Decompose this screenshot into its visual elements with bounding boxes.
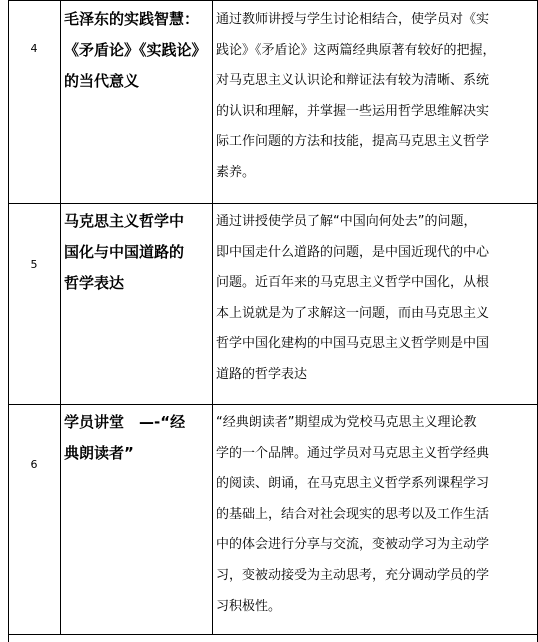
description-line: 的阅读、朗诵，在马克思主义哲学系列课程学习 bbox=[216, 476, 490, 492]
title-line: 的当代意义 bbox=[64, 72, 140, 90]
row-border bbox=[8, 634, 538, 635]
column-border bbox=[60, 0, 61, 634]
title-line: 典朗读者” bbox=[64, 444, 134, 462]
course-title bbox=[64, 407, 210, 469]
description-line: 习，变被动接受为主动思考，充分调动学员的学 bbox=[216, 567, 490, 583]
description-line: 哲学中国化建构的中国马克思主义哲学则是中国 bbox=[216, 336, 490, 352]
course-title bbox=[64, 4, 210, 97]
title-line: 国化与中国道路的 bbox=[64, 243, 185, 261]
description-line: 的认识和理解，并掌握一些运用哲学思维解决实 bbox=[216, 103, 490, 119]
course-description bbox=[216, 207, 530, 391]
course-description bbox=[216, 5, 530, 189]
row-number: 5 bbox=[30, 258, 38, 271]
description-line: 学的一个品牌。通过学员对马克思主义哲学经典 bbox=[216, 445, 490, 461]
description-line: 际工作问题的方法和技能，提高马克思主义哲学 bbox=[216, 134, 490, 150]
row-number: 4 bbox=[30, 42, 38, 55]
description-line: 践论》《矛盾论》这两篇经典原著有较好的把握， bbox=[216, 42, 496, 58]
row-border bbox=[8, 203, 538, 204]
column-border bbox=[212, 0, 213, 634]
description-line: 即中国走什么道路的问题，是中国近现代的中心 bbox=[216, 244, 490, 260]
title-line: 马克思主义哲学中 bbox=[64, 212, 185, 230]
title-line: 《矛盾论》《实践论》 bbox=[64, 41, 207, 59]
description-line: 对马克思主义认识论和辩证法有较为清晰、系统 bbox=[216, 73, 490, 89]
description-line: 的基础上，结合对社会现实的思考以及工作生活 bbox=[216, 506, 490, 522]
description-line: 通过讲授使学员了解“中国向何处去”的问题， bbox=[216, 214, 477, 229]
description-line: “经典朗读者”期望成为党校马克思主义理论教 bbox=[216, 415, 477, 430]
row-number: 6 bbox=[30, 458, 38, 471]
column-border bbox=[8, 0, 9, 642]
description-line: 中的体会进行分享与交流，变被动学习为主动学 bbox=[216, 537, 490, 553]
description-line: 道路的哲学表达 bbox=[216, 366, 308, 382]
description-line: 本上说就是为了求解这一问题，而由马克思主义 bbox=[216, 305, 490, 321]
row-border bbox=[8, 0, 538, 1]
row-border bbox=[8, 404, 538, 405]
title-line: 学员讲堂 —-“经 bbox=[64, 413, 186, 431]
description-line: 素养。 bbox=[216, 164, 256, 180]
description-line: 习积极性。 bbox=[216, 598, 282, 614]
description-line: 问题。近百年来的马克思主义哲学中国化，从根 bbox=[216, 275, 490, 291]
title-line: 毛泽东的实践智慧： bbox=[64, 10, 200, 28]
description-line: 通过教师讲授与学生讨论相结合，使学员对《实 bbox=[216, 12, 490, 27]
title-line: 哲学表达 bbox=[64, 274, 125, 292]
course-title bbox=[64, 206, 210, 299]
course-description bbox=[216, 408, 530, 622]
